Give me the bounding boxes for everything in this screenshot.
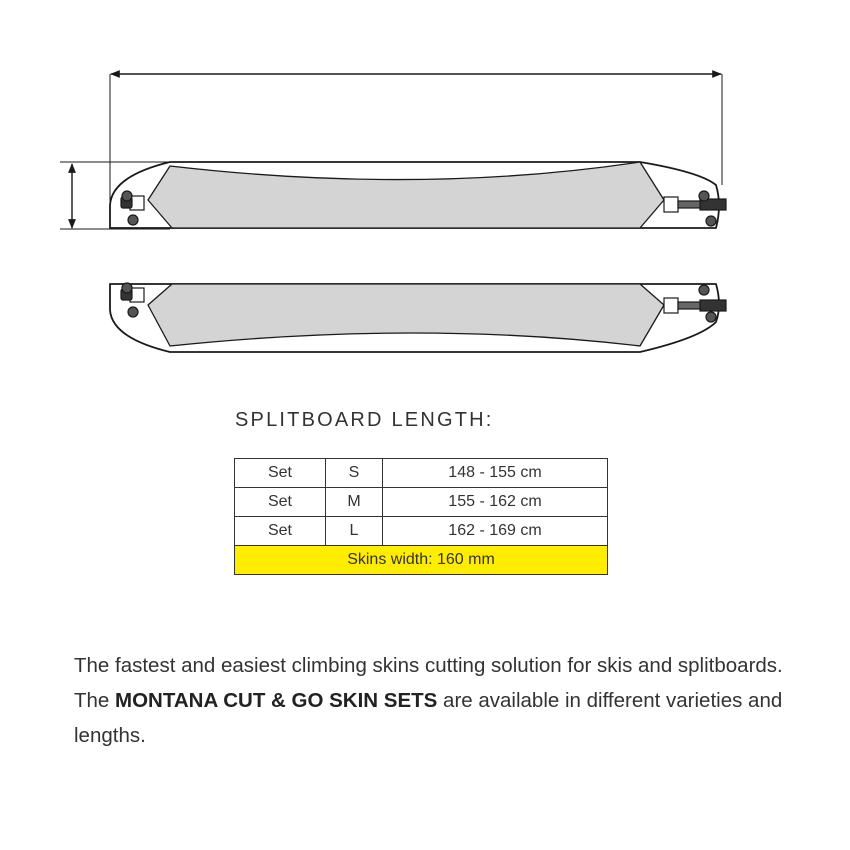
product-description	[74, 648, 814, 753]
table-row	[235, 488, 608, 517]
length-range-cell: 148 - 155 cm	[383, 459, 608, 488]
size-table	[234, 458, 608, 575]
size-cell: S	[326, 459, 383, 488]
splitboard-skin-diagram	[0, 0, 850, 400]
set-cell: Set	[235, 517, 326, 546]
product-name: MONTANA CUT & GO SKIN SETS	[115, 689, 438, 712]
size-table-heading: SPLITBOARD LENGTH:	[235, 409, 494, 431]
set-cell: Set	[235, 488, 326, 517]
size-cell: L	[326, 517, 383, 546]
description-outro: are available in different varieties and lengths.	[74, 689, 783, 747]
set-cell: Set	[235, 459, 326, 488]
table-row	[235, 459, 608, 488]
skins-width-row	[235, 546, 608, 575]
skins-width-note: Skins width: 160 mm	[235, 546, 608, 575]
description-intro: The fastest and easiest climbing skins cutting solution for skis and splitboards. The	[74, 654, 783, 712]
length-range-cell: 155 - 162 cm	[383, 488, 608, 517]
splitboard-half-bottom	[110, 283, 726, 352]
length-range-cell: 162 - 169 cm	[383, 517, 608, 546]
size-cell: M	[326, 488, 383, 517]
splitboard-half-top	[110, 162, 726, 228]
table-row	[235, 517, 608, 546]
